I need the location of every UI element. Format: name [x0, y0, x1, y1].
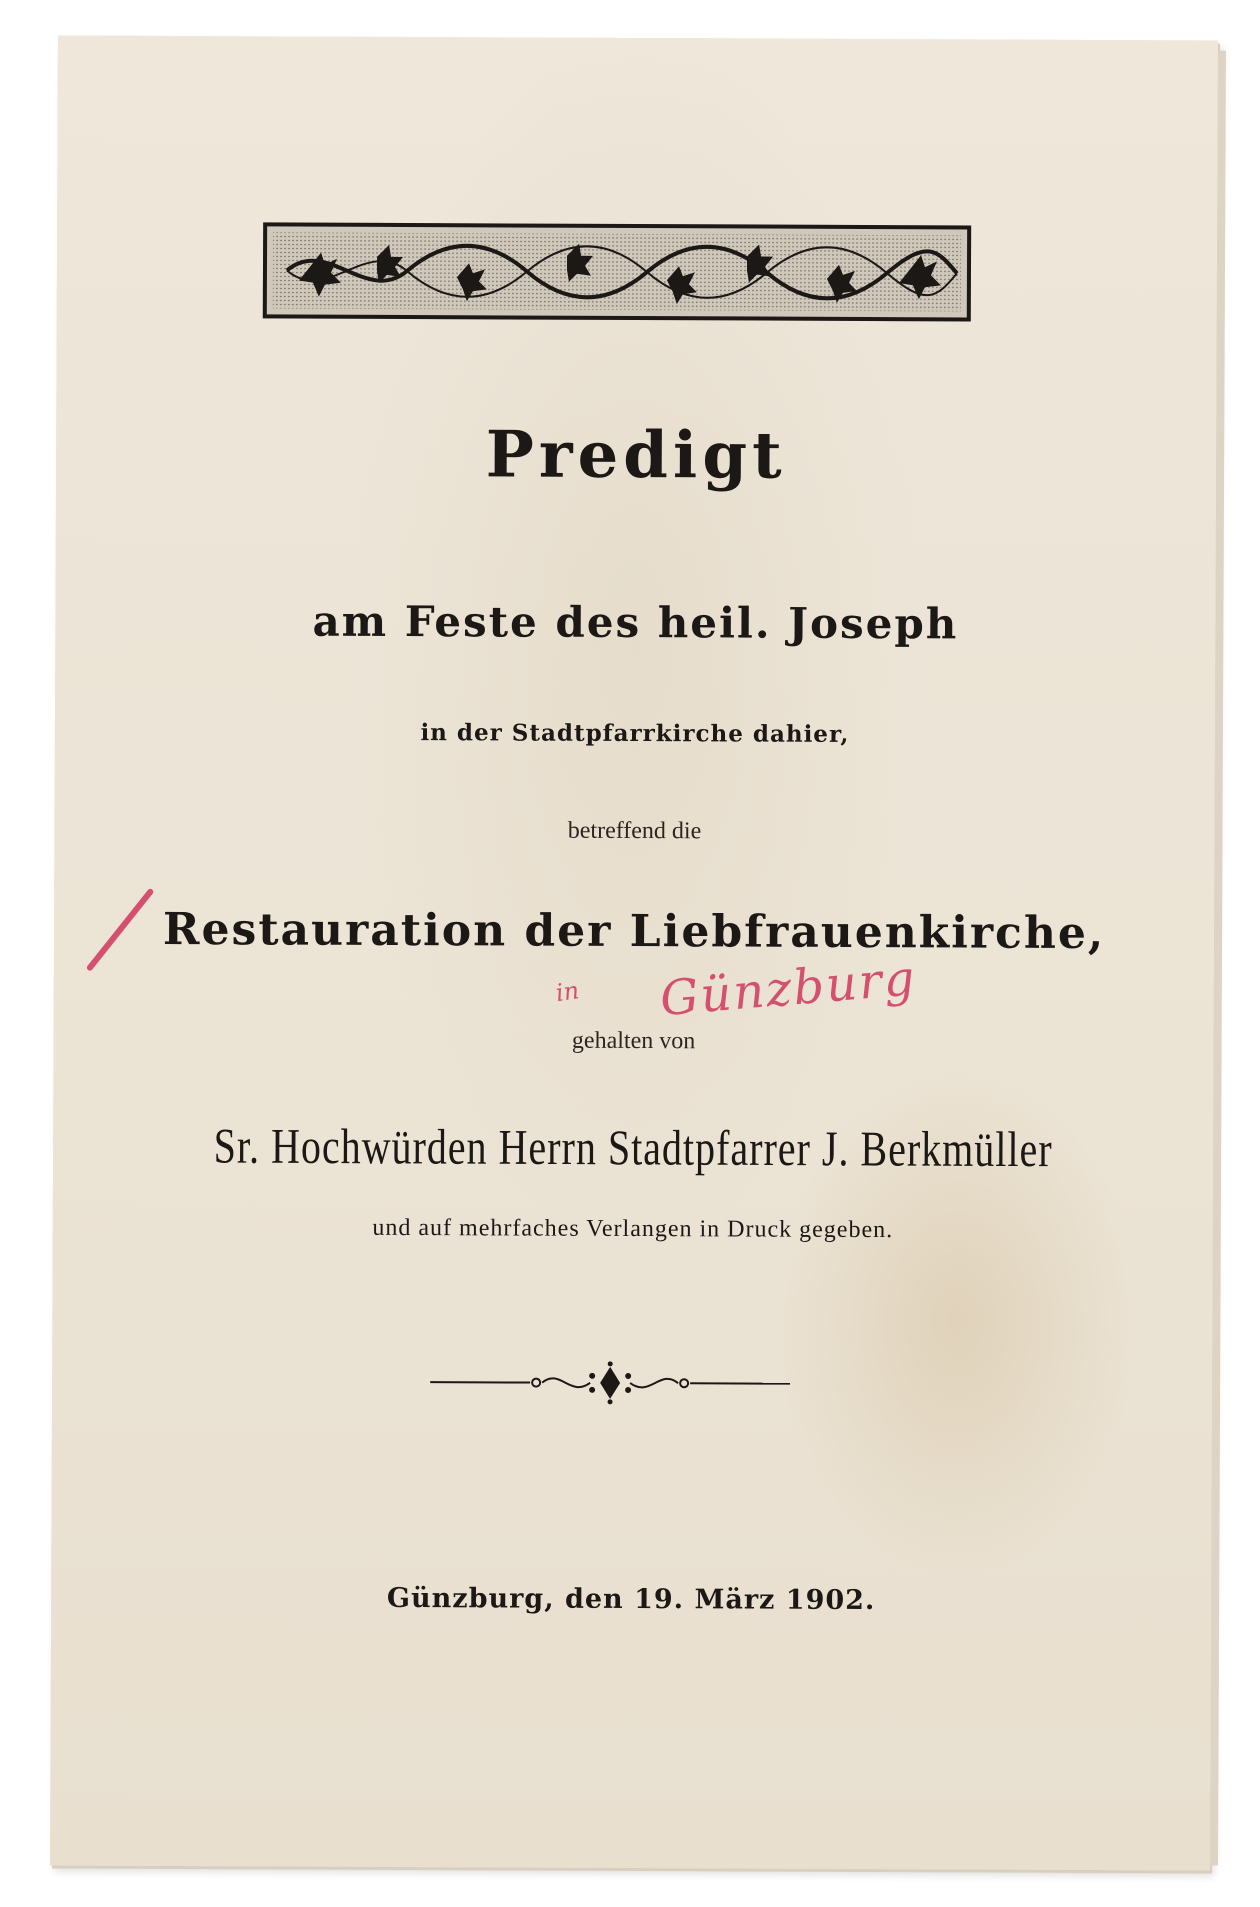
vine-ornament-icon — [267, 226, 967, 317]
author-line: Sr. Hochwürden Herrn Stadtpfarrer J. Berkmüller — [213, 1117, 1053, 1178]
handwritten-prefix: in — [554, 976, 581, 1008]
location-line: in der Stadtpfarrkirche dahier, — [420, 719, 850, 748]
delivered-by-label: gehalten von — [571, 1027, 696, 1055]
topic-heading: Restauration der Liebfrauenkirche, — [162, 903, 1106, 960]
print-note: und auf mehrfaches Verlangen in Druck gegeben. — [372, 1214, 894, 1244]
divider-ornament-icon — [430, 1357, 790, 1409]
connector-text: betreffend die — [567, 817, 702, 845]
document-title: Predigt — [485, 417, 787, 494]
document-page — [50, 35, 1218, 1870]
ornamental-banner — [263, 222, 971, 321]
imprint-line: Günzburg, den 19. März 1902. — [386, 1582, 876, 1617]
handwritten-place: Günzburg — [657, 950, 919, 1028]
red-pen-mark-icon — [84, 886, 164, 976]
document-subtitle: am Feste des heil. Joseph — [312, 596, 959, 649]
